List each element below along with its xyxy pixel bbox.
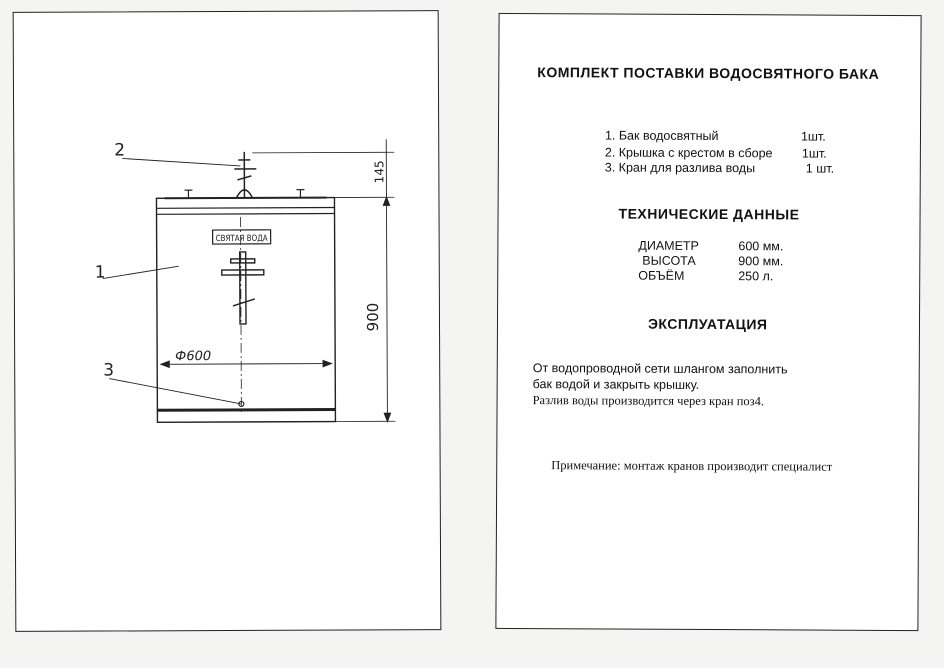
item-3-qty: 1 шт. — [805, 161, 835, 176]
plate-text: СВЯТАЯ ВОДА — [215, 233, 278, 245]
note: Примечание: монтаж кранов производит специалист — [551, 458, 833, 474]
spec-title: КОМПЛЕКТ ПОСТАВКИ ВОДОСВЯТНОГО БАКА — [537, 64, 880, 82]
dimension-diameter: Ф600 — [175, 349, 212, 365]
tank-drawing — [14, 11, 443, 633]
spec-sheet — [495, 13, 921, 631]
ops-title: ЭКСПЛУАТАЦИЯ — [647, 315, 768, 333]
ops-line-1: От водопроводной сети шлангом заполнить — [532, 361, 788, 377]
item-2-name: 2. Крышка с крестом в сборе — [604, 145, 773, 161]
leader-2 — [122, 158, 240, 167]
drawing-sheet — [13, 10, 442, 632]
callout-2: 2 — [114, 140, 126, 161]
ops-line-2: бак водой и закрыть крышку. — [532, 377, 700, 392]
item-1-qty: 1шт. — [800, 129, 826, 144]
callout-3: 3 — [103, 360, 115, 381]
lid-cross — [234, 152, 256, 198]
tech-diameter-value: 600 мм. — [738, 239, 784, 254]
item-2-qty: 1шт. — [801, 146, 827, 161]
tech-height-value: 900 мм. — [738, 254, 784, 269]
body-cross — [222, 252, 264, 324]
callout-1: 1 — [94, 262, 106, 283]
dimension-lid: 145 — [372, 160, 387, 184]
leader-1 — [103, 266, 179, 278]
tech-title: ТЕХНИЧЕСКИЕ ДАННЫЕ — [618, 205, 800, 223]
tank-bottom-band — [157, 410, 335, 411]
dimension-height: 900 — [363, 302, 383, 332]
tech-volume-label: ОБЪЁМ — [638, 268, 685, 283]
tech-diameter-label: ДИАМЕТР — [638, 238, 699, 253]
leader-3 — [109, 378, 241, 405]
tech-volume-value: 250 л. — [738, 269, 774, 284]
item-1-name: 1. Бак водосвятный — [604, 128, 719, 144]
tech-height-label: ВЫСОТА — [642, 253, 696, 268]
ops-line-3: Разлив воды производится через кран поз4. — [532, 393, 765, 409]
item-3-name: 3. Кран для разлива воды — [604, 160, 756, 176]
